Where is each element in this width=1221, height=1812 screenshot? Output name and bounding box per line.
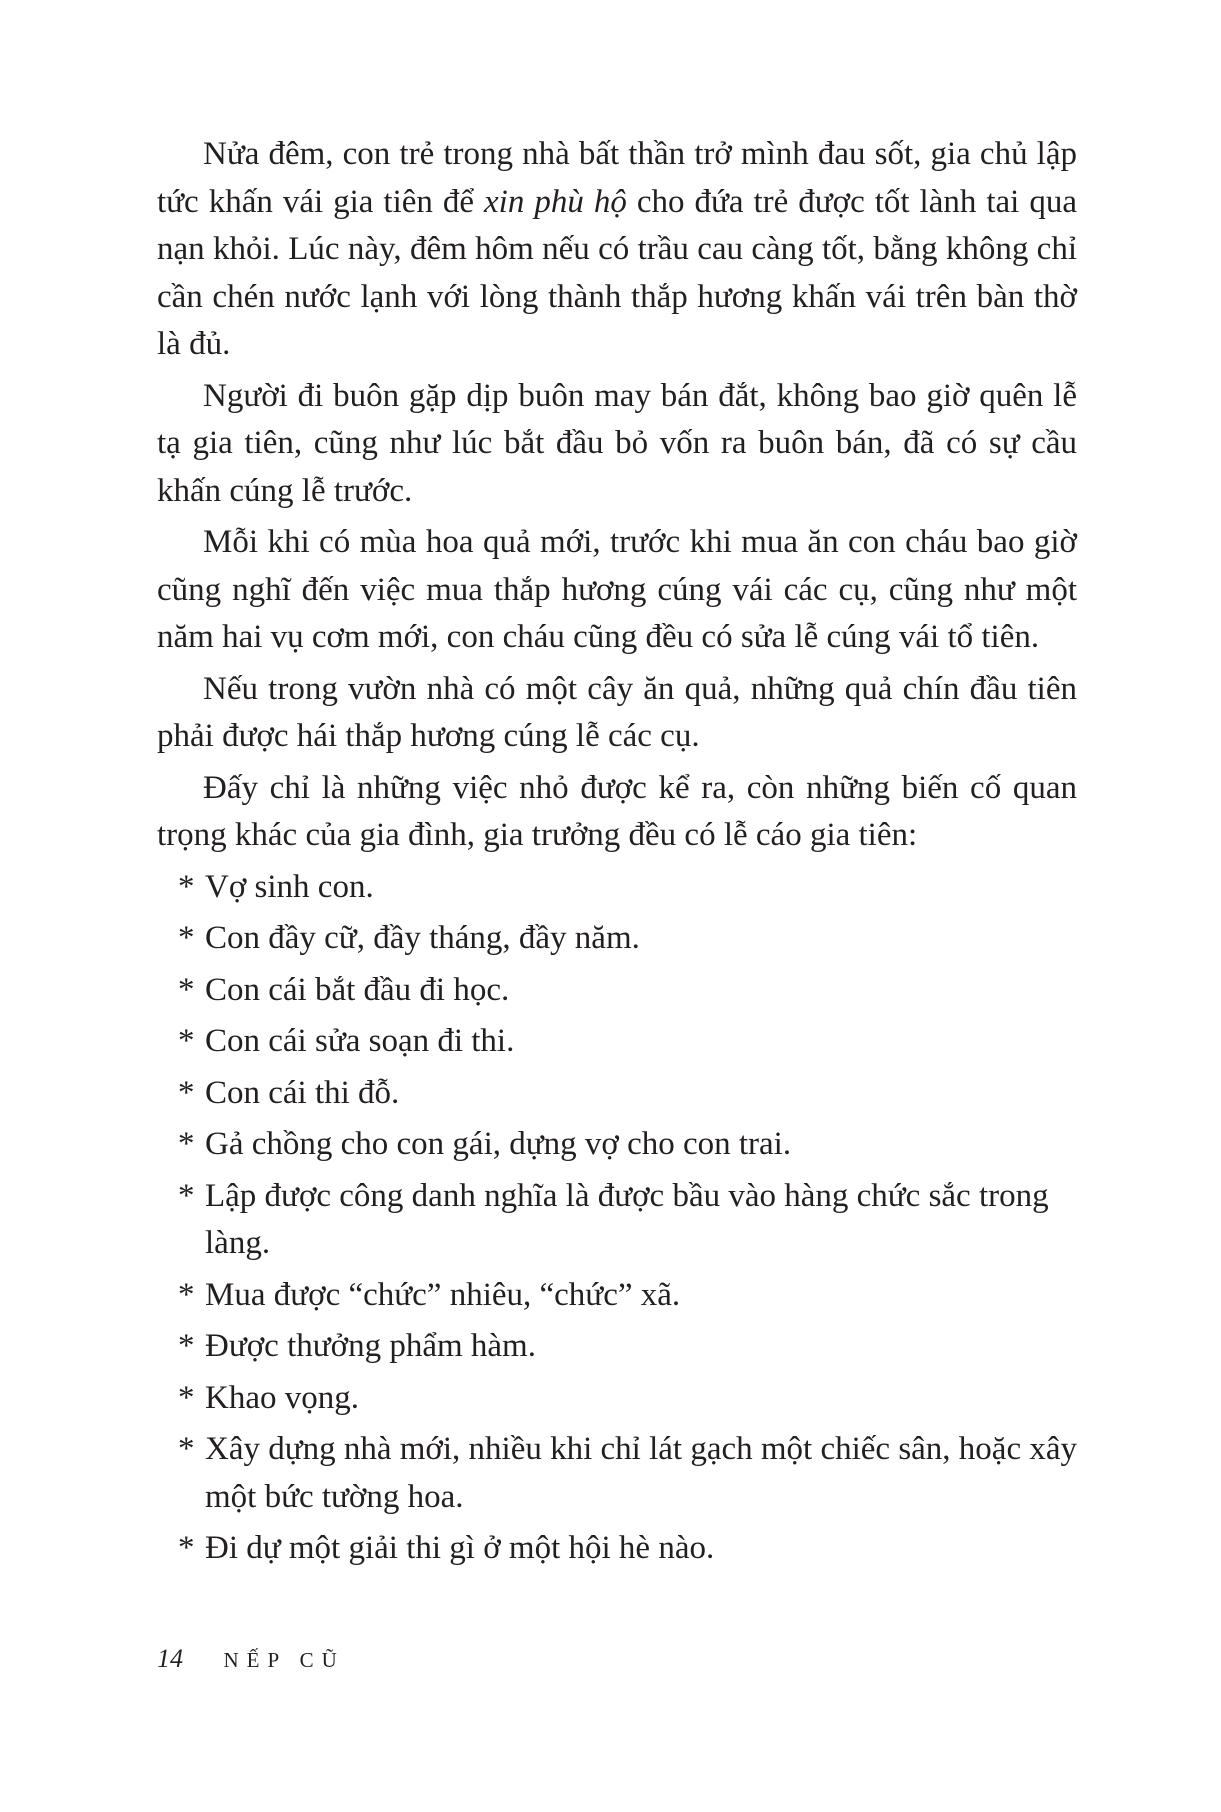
bullet-marker: * — [178, 1126, 195, 1162]
list-item-text: Vợ sinh con. — [205, 868, 374, 905]
bullet-marker: * — [178, 1023, 195, 1059]
list-item-text: Mua được “chức” nhiêu, “chức” xã. — [205, 1276, 681, 1313]
page-footer — [157, 1644, 345, 1675]
list-item — [157, 864, 1077, 912]
bullet-marker: * — [178, 1530, 195, 1566]
bullet-marker: * — [178, 1328, 195, 1364]
paragraph-1-emphasis: xin phù hộ — [484, 183, 627, 220]
paragraph-4: Nếu trong vườn nhà có một cây ăn quả, những quả chín đầu tiên phải được hái thắp hương cúng lễ các cụ. — [157, 670, 1077, 754]
list-item-text: Được thưởng phẩm hàm. — [205, 1328, 536, 1364]
bullet-marker: * — [178, 1177, 195, 1214]
bullet-marker: * — [178, 1431, 195, 1467]
paragraph-1 — [157, 131, 1077, 369]
bullet-marker: * — [178, 971, 195, 1008]
paragraph-3: Mỗi khi có mùa hoa quả mới, trước khi mua ăn con cháu bao giờ cũng nghĩ đến việc mua thắp hương cúng vái các cụ, cũng như một năm hai vụ cơm mới, con cháu cũng đều có sửa lễ cúng vái tổ tiên. — [157, 524, 1077, 655]
list-item — [157, 1426, 1077, 1521]
body-text — [157, 131, 1077, 1577]
list-item — [157, 1018, 1077, 1066]
list-item — [157, 1173, 1077, 1268]
list-item — [157, 1070, 1077, 1118]
list-item — [157, 1375, 1077, 1423]
list-item-text: Gả chồng cho con gái, dựng vợ cho con trai. — [205, 1126, 792, 1162]
bullet-marker: * — [178, 1379, 195, 1416]
bullet-marker: * — [178, 920, 195, 956]
paragraph-2: Người đi buôn gặp dịp buôn may bán đắt, không bao giờ quên lễ tạ gia tiên, cũng như lúc bắt đầu bỏ vốn ra buôn bán, đã có sự cầu khấn cúng lễ trước. — [157, 377, 1077, 509]
page-number: 14 — [157, 1644, 183, 1673]
list-item-text: Xây dựng nhà mới, nhiều khi chỉ lát gạch một chiếc sân, hoặc xây một bức tường hoa. — [205, 1431, 1078, 1515]
running-title: NẾP CŨ — [223, 1648, 345, 1672]
list-item — [157, 1121, 1077, 1169]
bullet-marker: * — [178, 1074, 195, 1111]
list-item — [157, 1323, 1077, 1371]
list-item-text: Con đầy cữ, đầy tháng, đầy năm. — [205, 920, 640, 956]
paragraph-1-part-a: Nửa đêm, con trẻ trong nhà bất thần trở mình đau sốt, gia chủ lập tức khấn vái gia tiên để — [157, 136, 1077, 220]
list-item-text: Con cái thi đỗ. — [205, 1074, 400, 1111]
list-item-text: Con cái sửa soạn đi thi. — [205, 1023, 515, 1059]
list-item — [157, 1525, 1077, 1573]
bullet-list — [157, 864, 1077, 1573]
list-item — [157, 967, 1077, 1015]
list-item-text: Khao vọng. — [205, 1379, 359, 1416]
list-item-text: Con cái bắt đầu đi học. — [205, 971, 510, 1008]
bullet-marker: * — [178, 868, 195, 905]
list-item-text: Lập được công danh nghĩa là được bầu vào hàng chức sắc trong làng. — [205, 1177, 1049, 1261]
bullet-marker: * — [178, 1276, 195, 1313]
list-item — [157, 915, 1077, 963]
paragraph-5: Đấy chỉ là những việc nhỏ được kể ra, còn những biến cố quan trọng khác của gia đình, gia trưởng đều có lễ cáo gia tiên: — [157, 769, 1077, 853]
paragraph-1-part-b: cho đứa trẻ được tốt lành tai qua nạn khỏi. Lúc này, đêm hôm nếu có trầu cau càng tốt, bằng không chỉ cần chén nước lạnh với lòng thành thắp hương khấn vái trên bàn thờ là đủ. — [157, 183, 1077, 362]
list-item-text: Đi dự một giải thi gì ở một hội hè nào. — [205, 1530, 715, 1566]
list-item — [157, 1272, 1077, 1320]
